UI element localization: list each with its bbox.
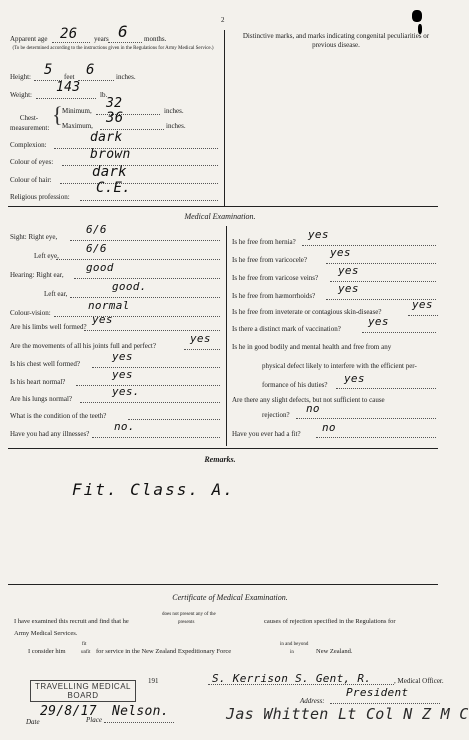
medical-left-answer: yes	[92, 313, 113, 326]
medical-left-answer: good	[86, 261, 114, 274]
year-prefix: 191	[148, 677, 159, 685]
min-label: Minimum,	[62, 107, 92, 115]
religion-label: Religious profession:	[10, 193, 70, 201]
medical-left-label: Hearing: Right ear,	[10, 271, 64, 279]
medical-right-answer: yes	[338, 264, 359, 277]
cert-in-beyond: in and beyond	[280, 642, 309, 647]
date-value: 29/8/17	[40, 704, 97, 719]
health-question-line2: physical defect likely to interfere with the efficient per-	[262, 362, 417, 370]
medical-left-label: Is his chest well formed?	[10, 360, 80, 368]
max-inches-label: inches.	[166, 122, 186, 130]
countersignature: Jas Whitten Lt Col N Z M C	[226, 705, 469, 723]
height-inches-value: 6	[86, 62, 95, 78]
cert-in: in	[290, 650, 294, 655]
medical-right-label: Is there a distinct mark of vaccination?	[232, 325, 341, 333]
min-inches-label: inches.	[164, 107, 184, 115]
medical-left-answer: no.	[114, 420, 135, 433]
cert-does-not: does not present any of the	[162, 612, 216, 617]
lb-label: lb.	[100, 91, 108, 99]
remarks-value: Fit. Class. A.	[72, 480, 235, 499]
address-value: President	[346, 686, 409, 699]
complexion-label: Complexion:	[10, 141, 47, 149]
medical-right-label: Is he free from varicose veins?	[232, 274, 319, 282]
medical-left-answer: yes	[112, 368, 133, 381]
certificate-title: Certificate of Medical Examination.	[172, 593, 288, 602]
inches-label: inches.	[116, 73, 136, 81]
distinctive-marks-header: Distinctive marks, and marks indicating congenital peculiarities or previous disease.	[242, 32, 430, 49]
height-label: Height:	[10, 73, 31, 81]
months-label: months.	[144, 35, 167, 43]
cert-line2: Army Medical Services.	[14, 630, 78, 637]
medical-left-label: Colour-vision:	[10, 309, 51, 317]
medical-right-label: Is he free from varicocele?	[232, 256, 308, 264]
medical-left-label: Are his limbs well formed?	[10, 323, 87, 331]
medical-left-label: Are the movements of all his joints full and perfect?	[10, 342, 156, 350]
ink-blot	[412, 10, 422, 22]
height-feet-value: 5	[44, 62, 53, 78]
min-value: 32	[106, 96, 123, 111]
medical-left-label: What is the condition of the teeth?	[10, 412, 107, 420]
cert-consider-a: I consider him	[28, 648, 66, 655]
fit-question: Have you ever had a fit?	[232, 430, 301, 438]
address-label: Address:	[300, 697, 325, 705]
medical-left-answer: yes	[190, 332, 211, 345]
chest-label: Chest-measurement:	[10, 114, 50, 132]
remarks-title: Remarks.	[204, 455, 236, 464]
age-years-value: 26	[60, 26, 78, 42]
medical-officer-label: , Medical Officer.	[394, 677, 444, 685]
max-label: Maximum,	[62, 122, 93, 130]
date-label: Date	[26, 718, 40, 726]
max-value: 36	[106, 110, 124, 126]
medical-exam-title: Medical Examination.	[184, 212, 256, 221]
medical-left-label: Left ear,	[44, 290, 68, 298]
medical-left-answer: yes.	[112, 385, 140, 398]
medical-right-answer: yes	[308, 228, 329, 241]
medical-left-answer: 6/6	[86, 223, 107, 236]
eyes-value: brown	[90, 147, 131, 162]
medical-left-label: Sight: Right eye,	[10, 233, 58, 241]
medical-left-answer: 6/6	[86, 242, 107, 255]
age-months-value: 6	[118, 22, 128, 41]
cert-presents: presents	[178, 620, 195, 625]
medical-right-label: Is he free from inveterate or contagious skin-disease?	[232, 308, 382, 316]
hair-value: dark	[92, 164, 127, 180]
medical-officer-signature: S. Kerrison S. Gent, R.	[212, 672, 372, 685]
religion-value: C.E.	[96, 180, 131, 196]
health-question-line3: formance of his duties?	[262, 381, 328, 389]
health-answer: yes	[344, 372, 365, 385]
age-note: (To be determined according to the instructions given in the Regulations for Army Medical Service.)	[12, 46, 214, 51]
medical-left-answer: good.	[112, 280, 147, 293]
medical-right-answer: yes	[368, 315, 389, 328]
stamp-line2: BOARD	[67, 691, 99, 700]
place-value: Nelson.	[112, 704, 169, 719]
cert-line1-a: I have examined this recruit and find that he	[14, 618, 129, 625]
cert-fit: fit	[82, 642, 87, 647]
medical-left-label: Is his heart normal?	[10, 378, 66, 386]
complexion-value: dark	[90, 130, 123, 145]
weight-value: 143	[56, 80, 81, 95]
weight-label: Weight:	[10, 91, 32, 99]
chest-brace: {	[52, 102, 63, 127]
slight-defects-line2: rejection?	[262, 411, 290, 419]
travelling-medical-board-stamp	[30, 680, 136, 702]
cert-line1-b: causes of rejection specified in the Regulations for	[264, 618, 396, 625]
cert-consider-b: for service in the New Zealand Expeditionary Force	[96, 648, 232, 655]
fit-answer: no	[322, 421, 336, 434]
page-number: 2	[221, 16, 225, 24]
slight-defects-line1: Are there any slight defects, but not sufficient to cause	[232, 396, 385, 404]
medical-right-label: Is he free from hernia?	[232, 238, 296, 246]
medical-left-label: Have you had any illnesses?	[10, 430, 90, 438]
stamp-line1: TRAVELLING MEDICAL	[35, 682, 131, 691]
medical-right-answer: yes	[412, 298, 433, 311]
cert-unfit: unfit	[81, 650, 91, 655]
eyes-label: Colour of eyes:	[10, 158, 54, 166]
medical-left-label: Are his lungs normal?	[10, 395, 73, 403]
medical-right-label: Is he free from hæmorrhoids?	[232, 292, 316, 300]
cert-nz: New Zealand.	[316, 648, 353, 655]
age-label: Apparent age	[10, 35, 48, 43]
medical-left-label: Left eye,	[34, 252, 59, 260]
hair-label: Colour of hair:	[10, 176, 52, 184]
medical-right-answer: yes	[330, 246, 351, 259]
feet-label: feet	[64, 73, 75, 81]
place-label: Place	[86, 716, 102, 724]
slight-defects-answer: no	[306, 402, 320, 415]
medical-left-answer: normal	[88, 299, 130, 312]
medical-left-answer: yes	[112, 350, 133, 363]
years-label: years	[94, 35, 109, 43]
medical-right-answer: yes	[338, 282, 359, 295]
health-question-line1: Is he in good bodily and mental health and free from any	[232, 343, 392, 351]
